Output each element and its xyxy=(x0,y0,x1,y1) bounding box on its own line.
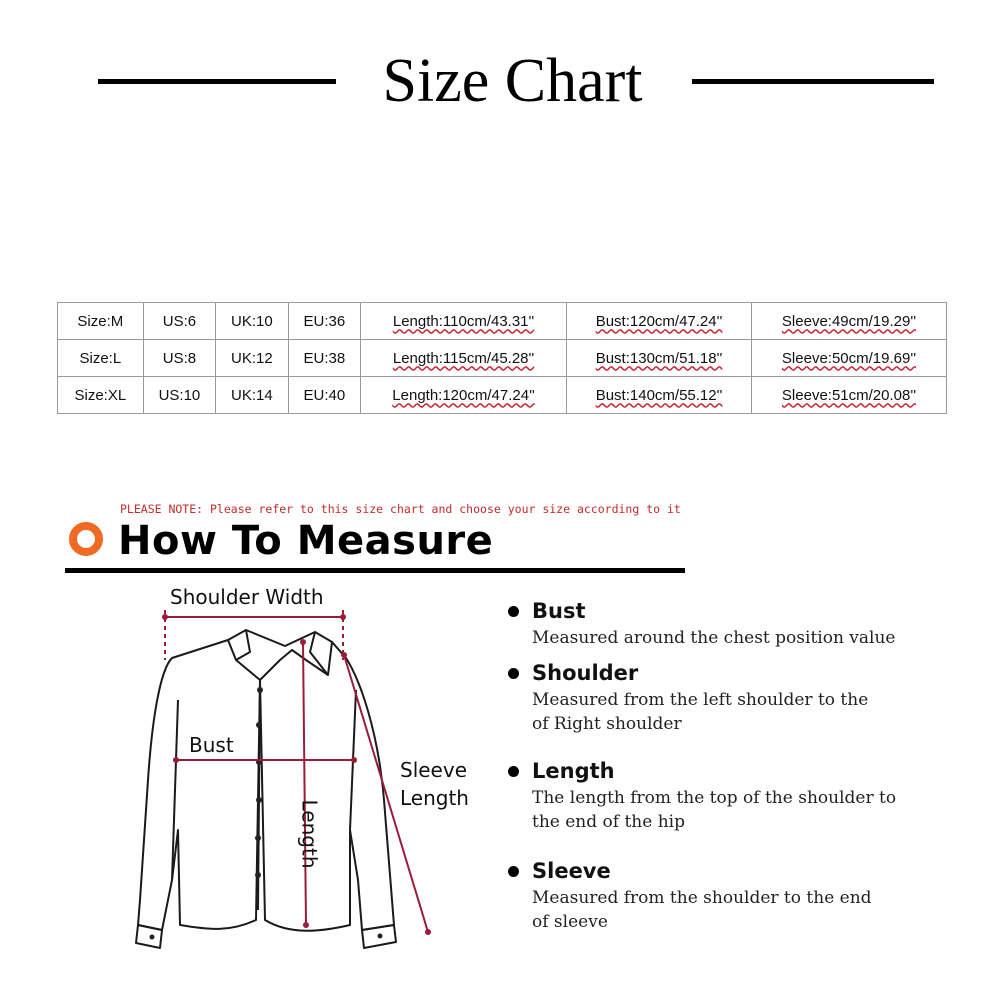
sleeve-length-label xyxy=(400,756,469,812)
table-cell: Size:L xyxy=(58,340,144,377)
table-cell: Sleeve:51cm/20.08'' xyxy=(752,377,947,414)
ring-bullet-icon xyxy=(69,522,103,556)
table-cell: Length:115cm/45.28'' xyxy=(361,340,567,377)
definition-desc: Measured from the left shoulder to the xyxy=(532,690,869,710)
definition-term: Bust xyxy=(532,599,586,623)
bust-label: Bust xyxy=(189,733,234,757)
how-to-measure-heading: How To Measure xyxy=(118,518,494,564)
sleeve-label-line2: Length xyxy=(400,786,469,810)
table-cell: US:10 xyxy=(143,377,215,414)
table-cell: Size:M xyxy=(58,303,144,340)
table-cell: Bust:120cm/47.24'' xyxy=(567,303,752,340)
definition-shoulder xyxy=(508,658,868,736)
title-rule-left xyxy=(98,79,336,84)
bullet-icon xyxy=(508,866,519,877)
table-row xyxy=(58,377,947,414)
table-cell: EU:36 xyxy=(288,303,360,340)
table-cell: UK:14 xyxy=(216,377,288,414)
definition-desc: Measured from the shoulder to the end xyxy=(532,888,872,908)
table-cell: US:8 xyxy=(143,340,215,377)
definition-desc: the end of the hip xyxy=(532,812,685,832)
bullet-icon xyxy=(508,766,519,777)
table-cell: Sleeve:49cm/19.29'' xyxy=(752,303,947,340)
title-row xyxy=(0,40,1000,130)
table-cell: Bust:130cm/51.18'' xyxy=(567,340,752,377)
table-cell: UK:10 xyxy=(216,303,288,340)
page-title: Size Chart xyxy=(382,47,643,115)
definition-sleeve xyxy=(508,856,872,934)
table-cell: UK:12 xyxy=(216,340,288,377)
definition-desc: Measured around the chest position value xyxy=(532,628,896,648)
table-cell: Length:120cm/47.24'' xyxy=(361,377,567,414)
heading-underline xyxy=(65,568,685,573)
table-row xyxy=(58,340,947,377)
title-rule-right xyxy=(692,79,934,84)
size-note: PLEASE NOTE: Please refer to this size chart and choose your size according to it xyxy=(120,502,681,516)
table-cell: EU:40 xyxy=(288,377,360,414)
definition-desc: of Right shoulder xyxy=(532,714,682,734)
measure-lines xyxy=(165,610,428,932)
sleeve-label-line1: Sleeve xyxy=(400,758,468,782)
definition-desc: of sleeve xyxy=(532,912,608,932)
shoulder-width-label: Shoulder Width xyxy=(170,585,324,609)
table-cell: EU:38 xyxy=(288,340,360,377)
bullet-icon xyxy=(508,668,519,679)
definition-term: Sleeve xyxy=(532,859,611,883)
definition-term: Shoulder xyxy=(532,661,639,685)
table-cell: Length:110cm/43.31'' xyxy=(361,303,567,340)
length-label: Length xyxy=(297,799,322,869)
shirt-outline xyxy=(136,630,396,948)
definition-length xyxy=(508,756,896,834)
shirt-buttons xyxy=(150,687,383,940)
table-cell: Size:XL xyxy=(58,377,144,414)
definition-desc: The length from the top of the shoulder to xyxy=(532,788,897,808)
table-cell: US:6 xyxy=(143,303,215,340)
table-cell: Sleeve:50cm/19.69'' xyxy=(752,340,947,377)
table-row xyxy=(58,303,947,340)
definition-bust xyxy=(508,596,895,650)
bullet-icon xyxy=(508,606,519,617)
size-table xyxy=(57,302,947,414)
definition-term: Length xyxy=(532,759,615,783)
table-cell: Bust:140cm/55.12'' xyxy=(567,377,752,414)
